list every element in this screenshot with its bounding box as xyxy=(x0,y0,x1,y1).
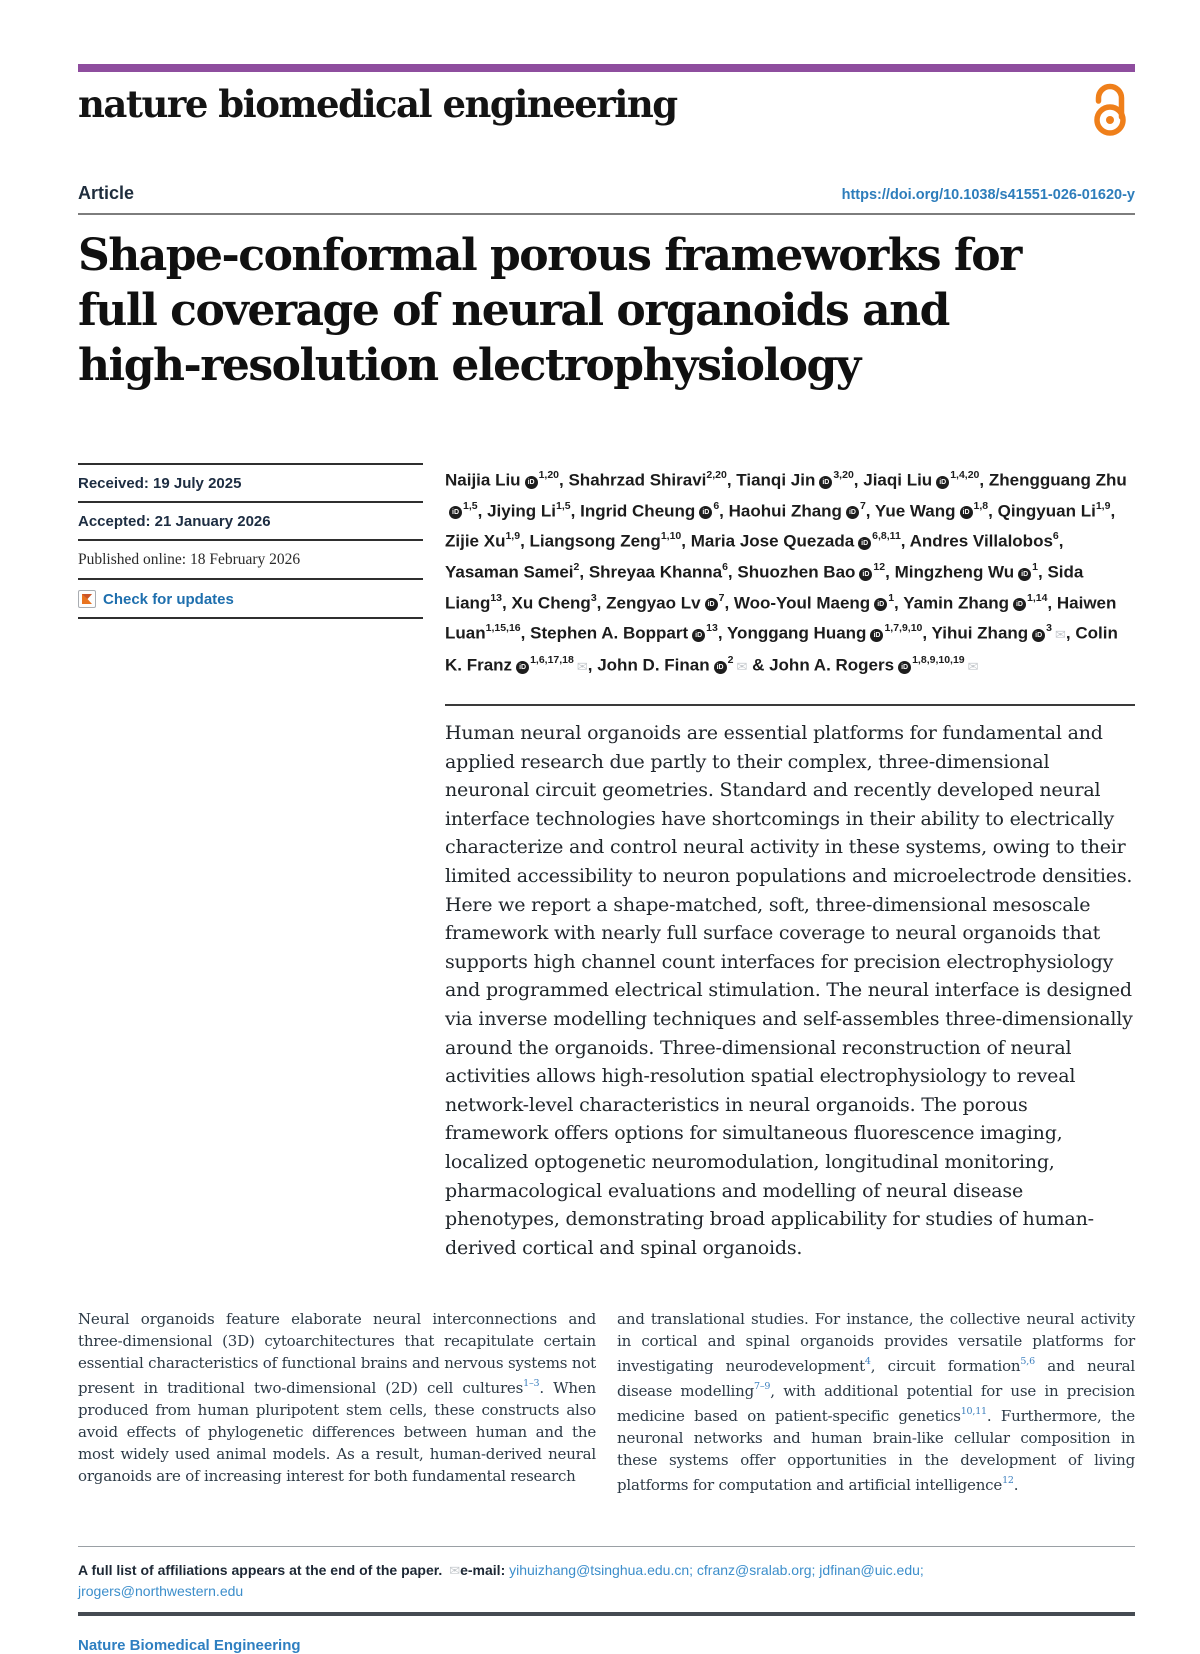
reference-superscript: 10,11 xyxy=(960,1406,987,1418)
affiliation-superscript: 1,4,20 xyxy=(950,469,980,481)
author-name: Mingzheng Wu xyxy=(894,562,1015,582)
affiliation-superscript: 2 xyxy=(573,560,580,573)
author-name: Xu Cheng xyxy=(511,593,591,613)
reference-superscript: 5,6 xyxy=(1020,1356,1035,1368)
doi-link[interactable]: https://doi.org/10.1038/s41551-026-01620-y xyxy=(841,187,1135,203)
orcid-icon[interactable]: iD xyxy=(1032,629,1045,642)
orcid-icon[interactable]: iD xyxy=(516,661,529,674)
affiliation-superscript: 2,20 xyxy=(706,469,727,481)
article-title xyxy=(78,228,1135,393)
affiliation-superscript: 13 xyxy=(706,622,718,635)
author-name: Yue Wang xyxy=(874,501,956,521)
envelope-icon[interactable]: ✉ xyxy=(1055,626,1066,642)
introduction-section xyxy=(78,1308,1135,1496)
orcid-icon[interactable]: iD xyxy=(874,598,887,611)
affiliation-superscript: 2 xyxy=(727,653,734,666)
journal-logo: nature biomedical engineering xyxy=(78,82,677,126)
envelope-icon[interactable]: ✉ xyxy=(967,658,979,674)
orcid-icon[interactable]: iD xyxy=(1013,598,1026,611)
orcid-icon[interactable]: iD xyxy=(936,476,949,489)
received-date: Received: 19 July 2025 xyxy=(78,463,423,501)
title-line: Shape-conformal porous frameworks for xyxy=(78,230,1021,281)
affiliation-superscript: 1,20 xyxy=(538,469,560,481)
divider xyxy=(445,704,1135,707)
affiliation-superscript: 1,5 xyxy=(463,499,478,512)
affiliation-superscript: 1,15,16 xyxy=(485,622,521,635)
affiliation-superscript: 1,9 xyxy=(1095,499,1111,512)
divider xyxy=(78,1612,1135,1616)
affiliation-superscript: 1,7,9,10 xyxy=(884,622,923,635)
author-name: Yihui Zhang xyxy=(931,623,1029,643)
orcid-icon[interactable]: iD xyxy=(960,506,973,519)
orcid-icon[interactable]: iD xyxy=(846,506,859,519)
email-label: e-mail: xyxy=(460,1562,506,1579)
affiliation-superscript: 3,20 xyxy=(833,469,854,481)
history-sidebar xyxy=(78,463,423,1262)
orcid-icon[interactable]: iD xyxy=(859,568,872,581)
author-name: Tianqi Jin xyxy=(736,470,816,490)
affiliation-superscript: 3 xyxy=(590,591,597,604)
affiliation-superscript: 12 xyxy=(873,560,886,573)
reference-superscript: 7–9 xyxy=(754,1381,771,1393)
orcid-icon[interactable]: iD xyxy=(898,661,911,674)
author-name: Yamin Zhang xyxy=(903,593,1009,613)
author-name: Sida Liang xyxy=(445,562,1084,613)
title-line: full coverage of neural organoids and xyxy=(78,285,949,336)
author-name: John A. Rogers xyxy=(769,655,895,675)
open-access-icon xyxy=(1087,84,1135,143)
divider xyxy=(78,1546,1135,1547)
reference-superscript: 12 xyxy=(1002,1475,1014,1487)
reference-superscript: 4 xyxy=(864,1356,871,1368)
affiliation-superscript: 1,10 xyxy=(660,530,682,543)
envelope-icon[interactable]: ✉ xyxy=(736,658,748,674)
affiliation-superscript: 1,14 xyxy=(1026,591,1048,604)
intro-right-column: and translational studies. For instance, the collective neural activity in cortical and spinal organoids provides versatile platforms for investigating neurodevelopment$^4$, circuit formation$^{5,6}$ and neural disease modelling$^{7-9}$, with additional potential for use in precision medicine based on patient-specific genetics$^{10,11}$. Furthermore, the neuronal networks and human brain-like cellular composition in these systems offer opportunities in the development of living platforms for computation and artificial intelligence$^{12}$. xyxy=(617,1310,1136,1495)
envelope-icon: ✉ xyxy=(449,1563,461,1579)
author-name: Haohui Zhang xyxy=(728,501,842,521)
affiliation-superscript: 1,9 xyxy=(505,530,521,543)
orcid-icon[interactable]: iD xyxy=(1018,568,1031,581)
envelope-icon[interactable]: ✉ xyxy=(576,658,588,674)
affiliation-note: A full list of affiliations appears at the end of the paper. xyxy=(78,1562,443,1579)
orcid-icon[interactable]: iD xyxy=(449,506,462,519)
author-name: Yonggang Huang xyxy=(726,623,867,643)
author-name: Jiying Li xyxy=(487,501,557,521)
affiliation-superscript: 1 xyxy=(888,591,895,604)
affiliation-superscript: 6 xyxy=(722,560,728,573)
orcid-icon[interactable]: iD xyxy=(714,661,727,674)
crossmark-icon xyxy=(78,590,96,608)
orcid-icon[interactable]: iD xyxy=(858,537,871,550)
top-accent-bar xyxy=(78,64,1135,72)
affiliation-superscript: 1 xyxy=(1032,560,1039,573)
masthead xyxy=(78,82,1135,143)
email-link[interactable]: cfranz@sralab.org xyxy=(696,1562,812,1579)
author-name: Maria Jose Quezada xyxy=(690,531,855,551)
orcid-icon[interactable]: iD xyxy=(870,629,883,642)
affiliation-superscript: 6,8,11 xyxy=(872,530,901,543)
email-link[interactable]: jrogers@northwestern.edu xyxy=(78,1583,244,1600)
journal-footer-name: Nature Biomedical Engineering xyxy=(78,1636,301,1654)
title-line: high-resolution electrophysiology xyxy=(78,340,860,391)
orcid-icon[interactable]: iD xyxy=(699,506,712,519)
author-name: Colin K. Franz xyxy=(445,623,1118,675)
orcid-icon[interactable]: iD xyxy=(525,476,538,489)
orcid-icon[interactable]: iD xyxy=(705,598,718,611)
affiliation-superscript: 1,8,9,10,19 xyxy=(912,653,965,666)
article-label: Article xyxy=(78,183,135,203)
author-name: Qingyuan Li xyxy=(997,501,1096,521)
affiliation-superscript: 6 xyxy=(713,499,720,512)
affiliation-superscript: 13 xyxy=(490,591,503,604)
affiliation-superscript: 7 xyxy=(859,499,866,512)
author-name: Shreyaa Khanna xyxy=(588,562,723,582)
footer-note xyxy=(78,1560,1135,1602)
orcid-icon[interactable]: iD xyxy=(692,629,705,642)
author-list: Naijia Liu iD$^{1,20}$, Shahrzad Shiravi$^{2,20}$, Tianqi Jin iD$^{3,20}$, Jiaqi Liu iD$^{1,4,20}$, Zhengguang ZhuiD$^{1,5}$, Jiying Li$^{1,5}$, Ingrid Cheung $iD^6$, Haohui Zhang $iD^7$, Yue Wang iD$^{1,8}$, Qingyuan Li$^{1,9}$, Zijie Xu$^{1,9}$, Liangsong Zeng$^{1,10}$, Maria Jose Quezada iD$^{6,8,11}$, Andres Villalobos$^6$, Yasaman Samei$^2$, Shreyaa Khanna$^6$, Shuozhen Bao $iD^{12}$, Mingzheng Wu $iD^1$, Sida Liang$^{13}$, Xu Cheng$^3$, Zengyao Lv $iD^7$, Woo-Youl Maeng $iD^1$, Yamin Zhang iD$^{1,14}$, Haiwen Luan$^{1,15,16}$, Stephen A. Boppart $iD^{13}$, Yonggang Huang iD$^{1,7,9,10}$, Yihui Zhang $iD^3$ ✉, Colin K. Franz iD$^{1,6,17,18}$ ✉, John D. Finan $iD^2$ ✉ & John A. Rogers iD$^{1,8,9,10,19}$ ✉ xyxy=(445,469,1127,675)
divider xyxy=(78,213,1135,215)
affiliation-superscript: 7 xyxy=(718,591,725,604)
author-name: Shahrzad Shiravi xyxy=(568,470,707,490)
author-name: Jiaqi Liu xyxy=(863,470,933,490)
author-name: Liangsong Zeng xyxy=(529,531,661,551)
author-name: Stephen A. Boppart xyxy=(530,623,689,643)
author-name: Woo-Youl Maeng xyxy=(733,593,871,613)
author-name: Zijie Xu xyxy=(445,531,506,551)
author-name: Zhengguang Zhu xyxy=(988,470,1127,490)
abstract: Human neural organoids are essential platforms for fundamental and applied research due partly to their complex, three-dimensional neuronal circuit geometries. Standard and recently developed neural interface technologies have shortcomings in their ability to electrically characterize and control neural activity in these systems, owing to their limited accessibility to neuron populations and microelectrode densities. Here we report a shape-matched, soft, three-dimensional mesoscale framework with nearly full surface coverage to neural organoids that supports high channel count interfaces for precision electrophysiology and programmed electrical stimulation. The neural interface is designed via inverse modelling techniques and self-assembles three-dimensionally around the organoids. Three-dimensional reconstruction of neural activities allows high-resolution spatial electrophysiology to reveal network-level characteristics in neural organoids. The porous framework offers options for simultaneous fluorescence imaging, localized optogenetic neuromodulation, longitudinal monitoring, pharmacological evaluations and modelling of neural disease phenotypes, demonstrating broad applicability for studies of human-derived cortical and spinal organoids. xyxy=(445,722,1133,1259)
accepted-date: Accepted: 21 January 2026 xyxy=(78,501,423,539)
email-link[interactable]: yihuizhang@tsinghua.edu.cn xyxy=(509,1562,690,1579)
author-name: Andres Villalobos xyxy=(909,531,1053,551)
affiliation-superscript: 1,6,17,18 xyxy=(530,653,574,666)
author-name: Haiwen Luan xyxy=(445,593,1117,643)
email-link[interactable]: jdfinan@uic.edu xyxy=(819,1562,920,1579)
author-name: Ingrid Cheung xyxy=(580,501,696,521)
email-links: yihuizhang@tsinghua.edu.cn; cfranz@sralab.org; jdfinan@uic.edu; jrogers@northwestern.edu xyxy=(78,1562,924,1600)
author-name: Yasaman Samei xyxy=(445,562,574,582)
affiliation-superscript: 6 xyxy=(1052,530,1059,543)
reference-superscript: 1–3 xyxy=(523,1378,540,1390)
author-name: Naijia Liu xyxy=(445,470,521,490)
affiliation-superscript: 1,8 xyxy=(973,499,989,512)
affiliation-superscript: 3 xyxy=(1046,622,1053,635)
check-for-updates-button[interactable]: Check for updates xyxy=(78,590,423,608)
published-date: Published online: 18 February 2026 xyxy=(78,539,423,578)
author-name: Shuozhen Bao xyxy=(737,562,856,582)
author-name: John D. Finan xyxy=(597,655,710,675)
author-name: Zengyao Lv xyxy=(606,593,701,613)
intro-left-column: Neural organoids feature elaborate neural interconnections and three-dimensional (3D) cytoarchitectures that recapitulate certain essential characteristics of functional brains and nervous systems not present in traditional two-dimensional (2D) cell cultures$^{1-3}$. When produced from human pluripotent stem cells, these constructs also avoid effects of phylogenetic differences between human and the most widely used animal models. As a result, human-derived neural organoids are of increasing interest for both fundamental research xyxy=(78,1310,596,1486)
orcid-icon[interactable]: iD xyxy=(819,476,832,489)
affiliation-superscript: 1,5 xyxy=(556,499,571,512)
